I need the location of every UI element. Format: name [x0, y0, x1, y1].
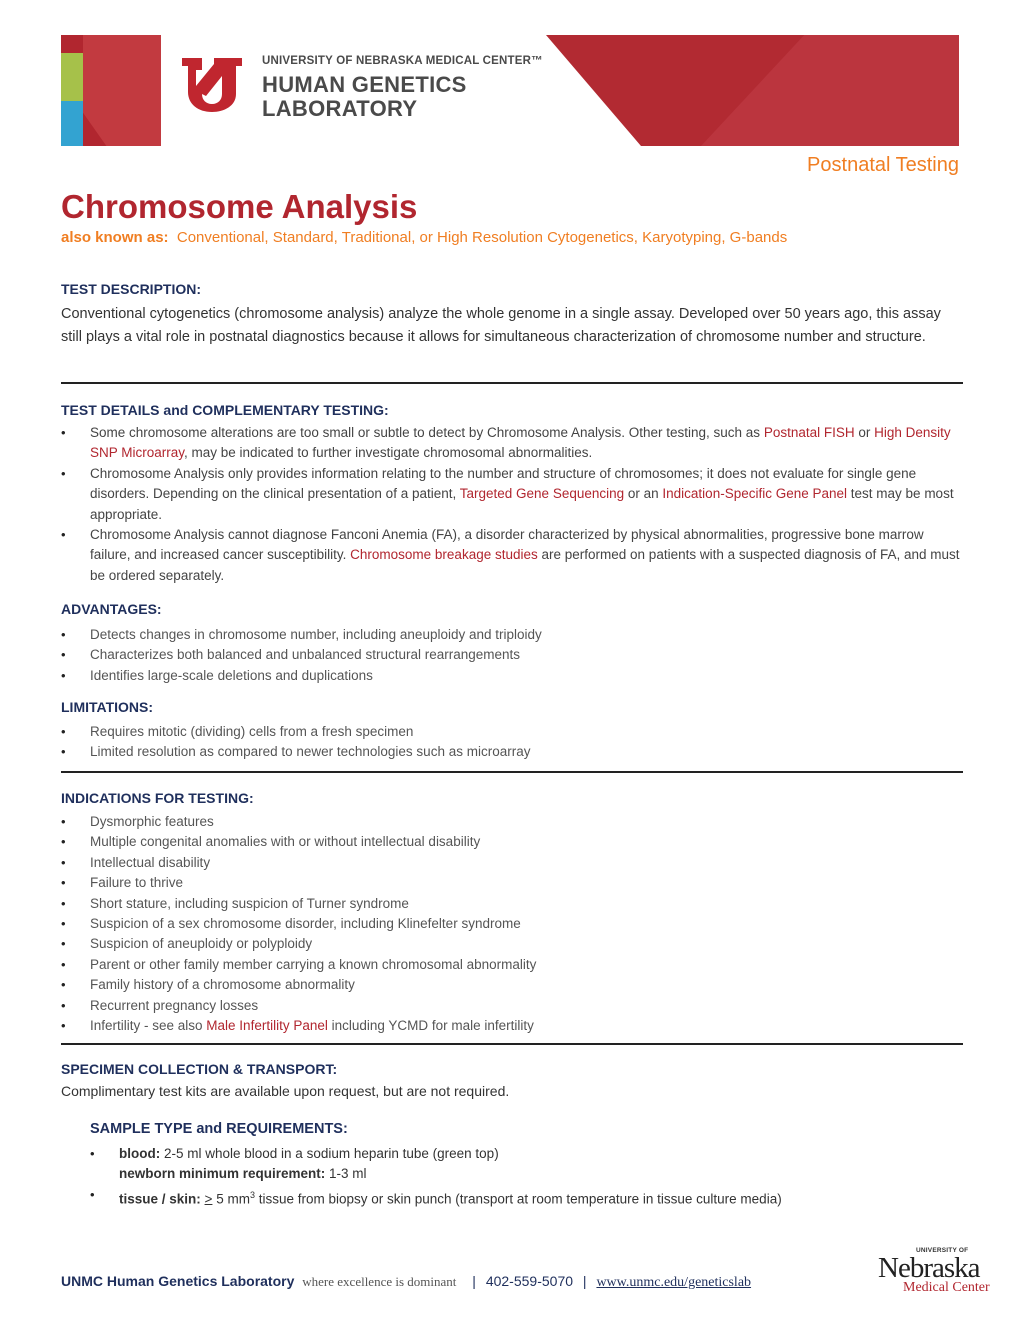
- footer-phone[interactable]: 402-559-5070: [485, 1273, 574, 1289]
- footer-tagline: where excellence is dominant: [302, 1274, 457, 1289]
- specimen-heading: SPECIMEN COLLECTION & TRANSPORT:: [61, 1061, 338, 1077]
- list-item: • Parent or other family member carrying a known chromosomal abnormality: [61, 955, 961, 975]
- footer-separator: |: [472, 1273, 476, 1289]
- aka-text: Conventional, Standard, Traditional, or High Resolution Cytogenetics, Karyotyping, G-bands: [176, 229, 788, 246]
- logo-nebraska-text: Nebraska: [878, 1252, 980, 1284]
- details-list: [61, 423, 961, 586]
- details-text: , may be indicated to further investigate chromosomal abnormalities.: [184, 445, 593, 461]
- specimen-text: Complimentary test kits are available upon request, but are not required.: [61, 1083, 510, 1099]
- list-item: • Short stature, including suspicion of Turner syndrome: [61, 894, 961, 914]
- details-text: are performed on patients with a suspected diagnosis of FA, and must be ordered separately.: [90, 547, 960, 583]
- list-item: • Multiple congenital anomalies with or without intellectual disability: [61, 832, 961, 852]
- limitations-list: [61, 722, 961, 763]
- advantages-list: [61, 625, 961, 686]
- details-text: or: [854, 425, 875, 440]
- page-title: Chromosome Analysis: [61, 188, 418, 225]
- advantages-heading: ADVANTAGES:: [61, 601, 162, 617]
- aka-label: also known as:: [61, 229, 169, 246]
- indications-heading: INDICATIONS FOR TESTING:: [61, 790, 254, 806]
- blood-label: blood:: [119, 1146, 161, 1161]
- description-heading: TEST DESCRIPTION:: [61, 281, 202, 297]
- tissue-label: tissue / skin:: [119, 1191, 201, 1207]
- unmc-n-logo-icon: [180, 52, 244, 114]
- targeted-gene-sequencing-link[interactable]: Targeted Gene Sequencing: [459, 486, 625, 502]
- list-item: [90, 1185, 960, 1210]
- footer: [61, 1273, 751, 1291]
- list-item: [61, 525, 961, 586]
- banner-green-stripe: [61, 53, 83, 101]
- footer-separator: |: [582, 1273, 587, 1289]
- details-text: Chromosome Analysis only provides information relating to the number and structure of chromosomes; it does not evaluate for single gene disorders. Depending on the clinical presentation of a patient,: [90, 465, 917, 502]
- list-item: • Dysmorphic features: [61, 812, 961, 832]
- details-text: Chromosome Analysis cannot diagnose Fanconi Anemia (FA), a disorder characterized by physical abnormalities, progressive bone marrow failure, and increased cancer susceptibility.: [90, 527, 924, 563]
- details-text: Some chromosome alterations are too small or subtle to detect by Chromosome Analysis. Other testing, such as: [90, 425, 764, 440]
- chromosome-breakage-link[interactable]: Chromosome breakage studies: [350, 547, 538, 563]
- details-text: test may be most appropriate.: [90, 486, 954, 522]
- list-item: • Intellectual disability: [61, 853, 961, 873]
- banner-teal-stripe: [61, 101, 83, 146]
- list-item: • Limited resolution as compared to newer technologies such as microarray: [61, 742, 961, 762]
- list-item: • Requires mitotic (dividing) cells from a fresh specimen: [61, 722, 961, 742]
- list-item: [61, 1016, 961, 1036]
- newborn-text: 1-3 ml: [325, 1166, 367, 1182]
- footer-org: UNMC Human Genetics Laboratory: [61, 1273, 295, 1289]
- newborn-requirement: [119, 1164, 960, 1184]
- logo-university-text: UNIVERSITY OF: [916, 1247, 969, 1254]
- sample-type-heading: SAMPLE TYPE and REQUIREMENTS:: [90, 1121, 348, 1137]
- postnatal-fish-link[interactable]: Postnatal FISH: [763, 425, 855, 440]
- sample-type-list: [90, 1144, 960, 1210]
- details-heading: TEST DETAILS and COMPLEMENTARY TESTING:: [61, 402, 389, 418]
- lab-name-line2: LABORATORY: [262, 96, 418, 121]
- cubed-superscript: 3: [249, 1189, 255, 1200]
- org-name: UNIVERSITY OF NEBRASKA MEDICAL CENTER™: [262, 55, 543, 67]
- lab-name-line1: HUMAN GENETICS: [262, 72, 467, 97]
- tissue-text: tissue from biopsy or skin punch (transport at room temperature in tissue culture media): [254, 1191, 782, 1207]
- section-divider: [61, 1043, 963, 1045]
- list-item: • Failure to thrive: [61, 873, 961, 893]
- limitations-heading: LIMITATIONS:: [61, 699, 154, 715]
- list-item: [61, 423, 961, 464]
- list-item: • Suspicion of a sex chromosome disorder, including Klinefelter syndrome: [61, 914, 961, 934]
- list-item: • Detects changes in chromosome number, including aneuploidy and triploidy: [61, 625, 961, 645]
- indication-specific-panel-link[interactable]: Indication-Specific Gene Panel: [662, 486, 848, 502]
- logo-medical-center-text: Medical Center: [903, 1280, 990, 1295]
- list-item: • Family history of a chromosome abnormality: [61, 975, 961, 995]
- blood-text: 2-5 ml whole blood in a sodium heparin tube (green top): [160, 1146, 499, 1161]
- indication-text: Infertility - see also: [90, 1018, 207, 1034]
- also-known-as: [61, 229, 787, 246]
- indications-list: [61, 812, 961, 1036]
- section-divider: [61, 382, 963, 384]
- list-item: [61, 464, 961, 525]
- description-text: Conventional cytogenetics (chromosome analysis) analyze the whole genome in a single assay. Developed over 50 years ago, this assay still plays a vital role in postnatal diagnostics because it allows for simultaneous characterization of chromosome number and structure.: [61, 306, 941, 345]
- indication-text: including YCMD for male infertility: [327, 1018, 534, 1034]
- snp-microarray-link[interactable]: High Density SNP Microarray: [90, 425, 951, 461]
- list-item: • Suspicion of aneuploidy or polyploidy: [61, 934, 961, 954]
- test-category: Postnatal Testing: [807, 154, 959, 176]
- details-text: or an: [624, 486, 663, 502]
- list-item: • Characterizes both balanced and unbalanced structural rearrangements: [61, 645, 961, 665]
- male-infertility-panel-link[interactable]: Male Infertility Panel: [206, 1018, 328, 1034]
- section-divider: [61, 771, 963, 773]
- newborn-label: newborn minimum requirement:: [119, 1166, 326, 1182]
- list-item: • Identifies large-scale deletions and duplications: [61, 666, 961, 686]
- greater-equal-symbol: >: [204, 1191, 213, 1207]
- list-item: [90, 1144, 960, 1185]
- tissue-amount: 5 mm: [212, 1191, 250, 1207]
- footer-url-link[interactable]: www.unmc.edu/geneticslab: [596, 1275, 752, 1290]
- list-item: • Recurrent pregnancy losses: [61, 996, 961, 1016]
